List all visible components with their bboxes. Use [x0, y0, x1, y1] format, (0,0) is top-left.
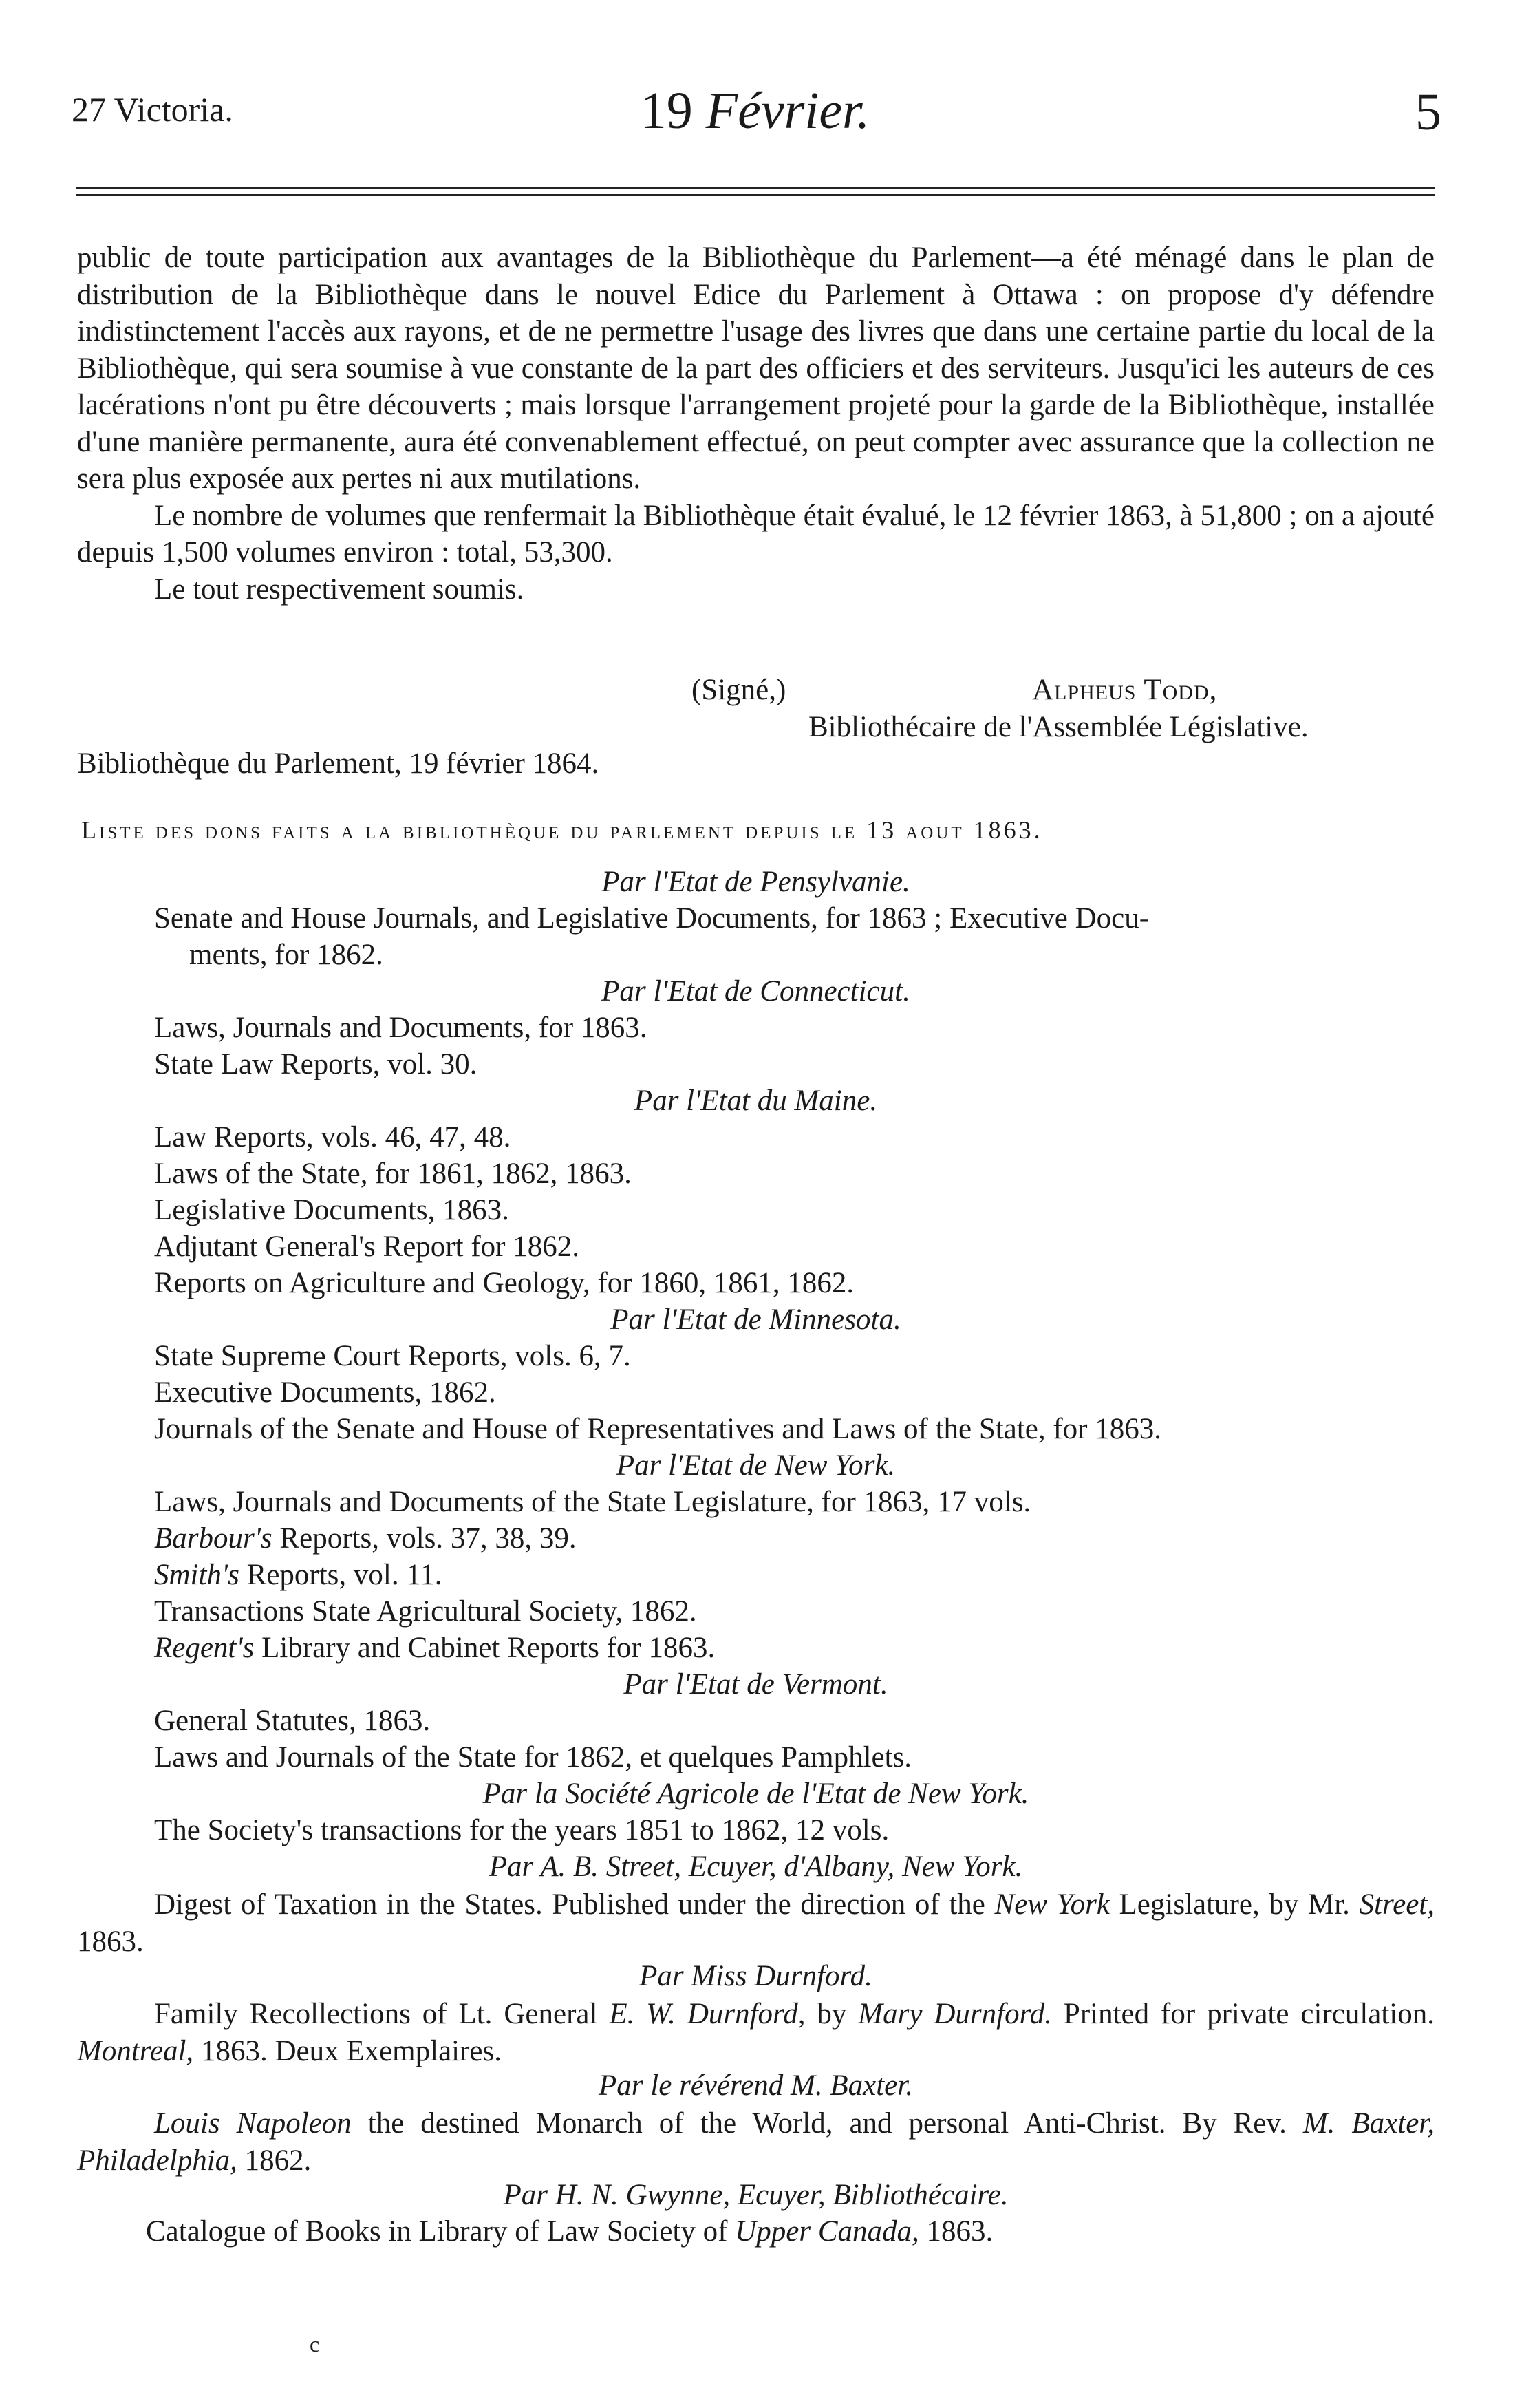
date-day: 19 — [640, 82, 693, 140]
list-item: Adjutant General's Report for 1862. — [154, 1230, 579, 1263]
list-item: Laws, Journals and Documents of the State Legislature, for 1863, 17 vols. — [154, 1486, 1031, 1518]
report-paragraph-3: Le tout respectivement soumis. — [154, 573, 524, 606]
item-text: the destined Monarch of the World, and personal Anti-Christ. By Rev. — [351, 2107, 1303, 2140]
item-text: Library and Cabinet Reports for 1863. — [254, 1632, 716, 1664]
item-italic: Upper Canada, — [735, 2215, 919, 2248]
item-text: 1863. Deux Exemplaires. — [193, 2034, 502, 2067]
donor-heading: Par l'Etat de Vermont. — [623, 1668, 888, 1701]
item-paragraph — [77, 2105, 1435, 2179]
donor-heading: Par H. N. Gwynne, Ecuyer, Bibliothécaire. — [503, 2179, 1009, 2211]
reporter-name: Smith's — [154, 1559, 239, 1591]
list-item: Laws, Journals and Documents, for 1863. — [154, 1012, 647, 1044]
item-italic: Louis Napoleon — [154, 2107, 352, 2140]
donor-heading: Par l'Etat de Connecticut. — [601, 975, 910, 1008]
report-text — [77, 239, 1435, 608]
date-month: Février. — [705, 82, 870, 140]
donor-heading: Par Miss Durnford. — [639, 1960, 872, 1992]
item-text: Printed for private circulation. — [1051, 1998, 1435, 2030]
list-item — [154, 1558, 442, 1592]
list-item: Journals of the Senate and House of Representatives and Laws of the State, for 1863. — [154, 1413, 1161, 1445]
list-item — [146, 2215, 993, 2248]
list-item: State Law Reports, vol. 30. — [154, 1048, 477, 1080]
list-item — [77, 2105, 1435, 2179]
place-date: Bibliothèque du Parlement, 19 février 1864. — [77, 747, 599, 780]
header-rule-bottom — [76, 194, 1435, 196]
item-text: Catalogue of Books in Library of Law Society of — [146, 2215, 736, 2248]
item-text: Legislature, by Mr. — [1109, 1888, 1360, 1921]
item-italic: Street, — [1359, 1888, 1435, 1921]
list-item: General Statutes, 1863. — [154, 1705, 431, 1737]
signer-title: Bibliothécaire de l'Assemblée Législative. — [808, 711, 1309, 743]
list-item: Senate and House Journals, and Legislative Documents, for 1863 ; Executive Docu- — [154, 902, 1150, 935]
page-date — [69, 81, 1441, 141]
donation-list-title: Liste des dons faits a la bibliothèque du parlement depuis le 13 aout 1863. — [81, 816, 1043, 844]
list-item: Executive Documents, 1862. — [154, 1376, 496, 1409]
report-paragraph-2: Le nombre de volumes que renfermait la Bibliothèque était évalué, le 12 février 1863, à 51,800 ; on a ajouté depuis 1,500 volumes environ : total, 53,300. — [77, 499, 1435, 568]
donor-heading: Par l'Etat de Minnesota. — [610, 1303, 901, 1336]
header-rule-top — [76, 187, 1435, 189]
item-text: Family Recollections of Lt. General — [154, 1998, 610, 2030]
page-header — [69, 81, 1441, 157]
donor-heading: Par l'Etat de Pensylvanie. — [601, 866, 910, 898]
list-item — [154, 1522, 577, 1555]
item-text: Reports, vol. 11. — [239, 1559, 442, 1591]
item-italic: New York — [994, 1888, 1110, 1921]
donor-heading: Par l'Etat de New York. — [616, 1449, 896, 1482]
donor-heading: Par l'Etat du Maine. — [634, 1085, 878, 1117]
item-paragraph — [77, 1886, 1435, 1960]
list-item: The Society's transactions for the years 1851 to 1862, 12 vols. — [154, 1814, 890, 1846]
item-text: 1863. — [919, 2215, 994, 2248]
item-text: Digest of Taxation in the States. Published under the direction of the — [154, 1888, 995, 1921]
signature-mark: c — [310, 2332, 320, 2356]
session-label: 27 Victoria. — [72, 90, 233, 129]
list-item — [77, 1996, 1435, 2069]
list-item: Legislative Documents, 1863. — [154, 1194, 509, 1226]
signed-label: (Signé,) — [691, 674, 786, 706]
list-item: Laws of the State, for 1861, 1862, 1863. — [154, 1158, 632, 1190]
item-text: 1862. — [237, 2144, 312, 2177]
reporter-name: Regent's — [154, 1632, 255, 1664]
donor-heading: Par la Société Agricole de l'Etat de New York. — [482, 1778, 1029, 1810]
report-paragraph-1: public de toute participation aux avantages de la Bibliothèque du Parlement—a été ménagé dans le plan de distribution de la Bibliothèque dans le nouvel Edice du Parlement à Ottawa : on propose d'y défendre indistinctement l'accès aux rayons, et de ne permettre l'usage des livres que dans une certaine partie du local de la Bibliothèque, qui sera soumise à vue constante de la part des officiers et des serviteurs. Jusqu'ici les auteurs de ces lacérations n'ont pu être découverts ; mais lorsque l'arrangement projeté pour la garde de la Bibliothèque, installée d'une manière permanente, aura été convenablement effectué, on peut compter avec assurance que la collection ne sera plus exposée aux pertes ni aux mutilations. — [77, 242, 1435, 495]
list-item — [154, 1631, 715, 1665]
item-text: Reports, vols. 37, 38, 39. — [272, 1522, 577, 1555]
list-item: Law Reports, vols. 46, 47, 48. — [154, 1121, 511, 1153]
reporter-name: Barbour's — [154, 1522, 272, 1555]
item-italic: E. W. Durnford, — [609, 1998, 806, 2030]
item-text: 1863. — [77, 1925, 144, 1958]
donor-heading: Par A. B. Street, Ecuyer, d'Albany, New York. — [489, 1851, 1023, 1883]
page-number: 5 — [1415, 83, 1441, 141]
item-italic: M. Baxter, Philadelphia, — [77, 2107, 1435, 2177]
list-item — [77, 1886, 1435, 1960]
list-item: ments, for 1862. — [189, 939, 383, 971]
item-italic: Mary Durnford. — [858, 1998, 1052, 2030]
list-item: Transactions State Agricultural Society, 1862. — [154, 1595, 697, 1628]
list-item: Laws and Journals of the State for 1862, et quelques Pamphlets. — [154, 1741, 912, 1773]
donor-heading: Par le révérend M. Baxter. — [599, 2069, 913, 2102]
item-italic: Montreal, — [77, 2034, 194, 2067]
list-item: State Supreme Court Reports, vols. 6, 7. — [154, 1340, 631, 1372]
item-paragraph — [77, 1996, 1435, 2069]
signer-name: Alpheus Todd, — [1032, 674, 1218, 706]
list-item: Reports on Agriculture and Geology, for 1860, 1861, 1862. — [154, 1267, 855, 1299]
item-text: by — [805, 1998, 859, 2030]
